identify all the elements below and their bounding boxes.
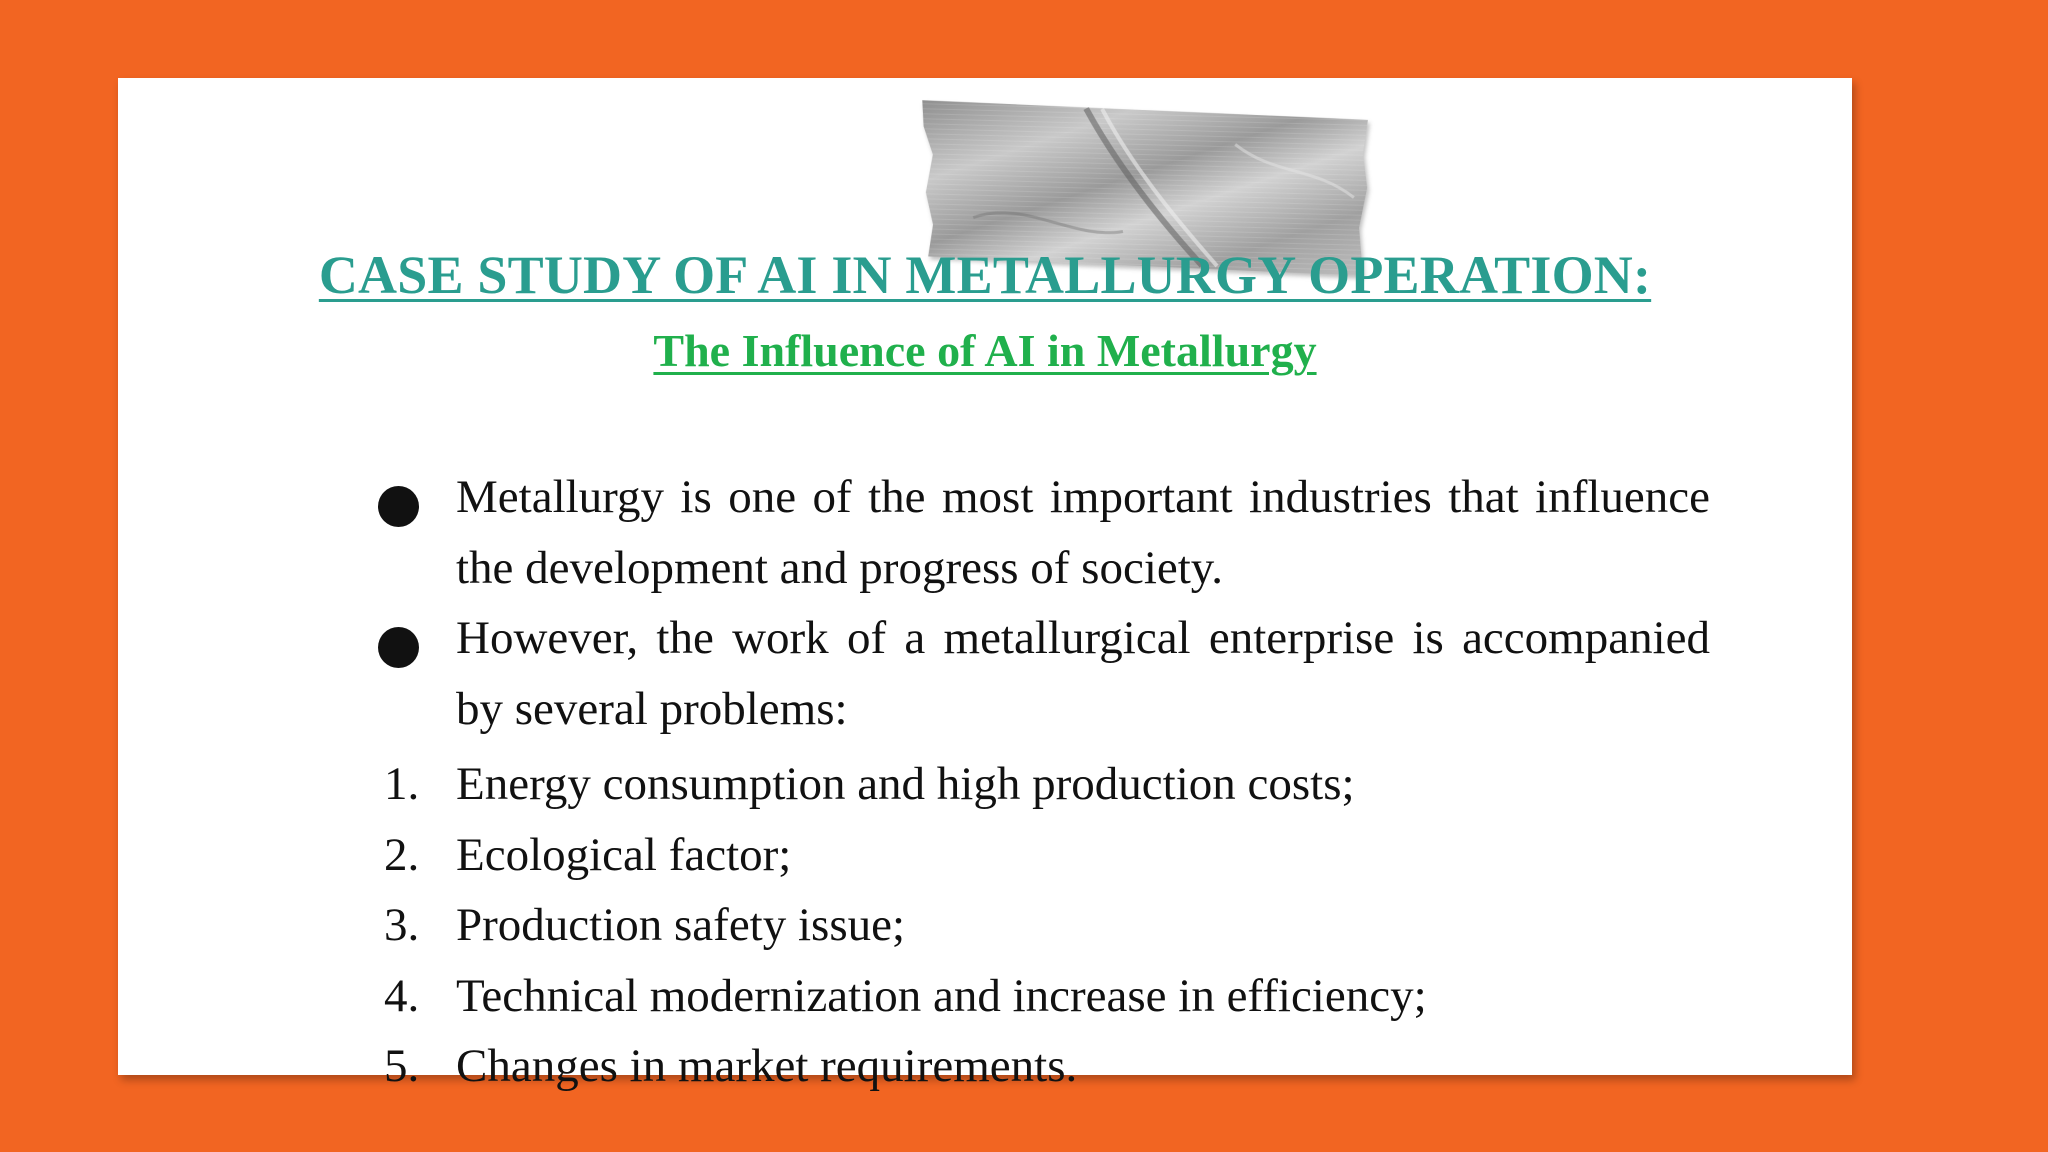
problem-list-item [260, 890, 1710, 961]
bullet-text: Metallurgy is one of the most important industries that influence the development and progress of society. [456, 471, 1710, 594]
bullet-text: However, the work of a metallurgical enterprise is accompanied by several problems: [456, 612, 1710, 735]
bullet-list [260, 462, 1710, 744]
list-number: 2. [384, 828, 420, 881]
problem-list-item [260, 749, 1710, 820]
list-number: 1. [384, 758, 420, 810]
list-item-text: Production safety issue; [456, 899, 906, 951]
bullet-item [260, 462, 1710, 603]
bullet-item [260, 603, 1710, 744]
slide-title: CASE STUDY OF AI IN METALLURGY OPERATION: [318, 245, 1652, 305]
problem-list-item [260, 1031, 1710, 1102]
list-number: 4. [384, 969, 420, 1022]
slide-card [118, 78, 1852, 1092]
list-number: 5. [384, 1040, 420, 1092]
list-item-text: Changes in market requirements. [456, 1040, 1078, 1092]
slide-subtitle: The Influence of AI in Metallurgy [653, 325, 1317, 376]
list-item-text: Technical modernization and increase in efficiency; [456, 969, 1427, 1022]
list-item-text: Energy consumption and high production costs; [456, 758, 1355, 810]
problem-list-item [260, 820, 1710, 891]
problem-list-item [260, 961, 1710, 1032]
list-number: 3. [384, 899, 420, 951]
problem-list [260, 749, 1710, 1102]
bullet-dot-icon [378, 486, 419, 527]
list-item-text: Ecological factor; [456, 828, 792, 881]
bullet-dot-icon [378, 627, 419, 668]
